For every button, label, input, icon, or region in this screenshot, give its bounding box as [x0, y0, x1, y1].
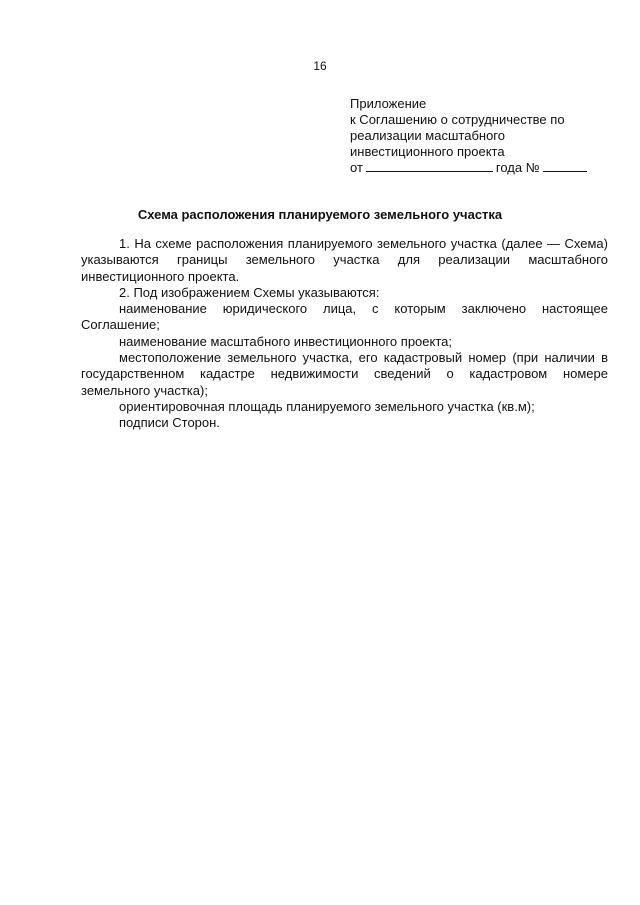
document-title: Схема расположения планируемого земельного участка: [137, 207, 503, 222]
date-blank: [366, 160, 493, 172]
appendix-project-line: реализации масштабного: [350, 128, 505, 143]
paragraph: наименование юридического лица, с которым заключено настоящее Соглашение;: [81, 301, 608, 333]
paragraph: местоположение земельного участка, его кадастровый номер (при наличии в государственном кадастре недвижимости сведений о кадастровом номере земельного участка);: [81, 350, 608, 398]
document-body: [81, 236, 608, 432]
date-prefix: от: [350, 160, 363, 175]
page-number: 16: [313, 59, 327, 73]
appendix-date-line: [350, 160, 610, 176]
paragraph: 2. Под изображением Схемы указываются:: [119, 284, 380, 300]
paragraph: подписи Сторон.: [119, 415, 220, 431]
appendix-project-line-2: инвестиционного проекта: [350, 144, 505, 159]
date-number-label: года №: [495, 160, 540, 175]
paragraph: наименование масштабного инвестиционного проекта;: [119, 333, 452, 349]
appendix-header: [350, 96, 610, 176]
paragraph: ориентировочная площадь планируемого земельного участка (кв.м);: [119, 398, 535, 414]
appendix-label: Приложение: [350, 96, 427, 111]
appendix-agreement-line: к Соглашению о сотрудничестве по: [350, 112, 565, 127]
paragraph: 1. На схеме расположения планируемого земельного участка (далее — Схема) указываются границы земельного участка для реализации масштабного инвестиционного проекта.: [81, 236, 608, 284]
number-blank: [543, 160, 587, 172]
